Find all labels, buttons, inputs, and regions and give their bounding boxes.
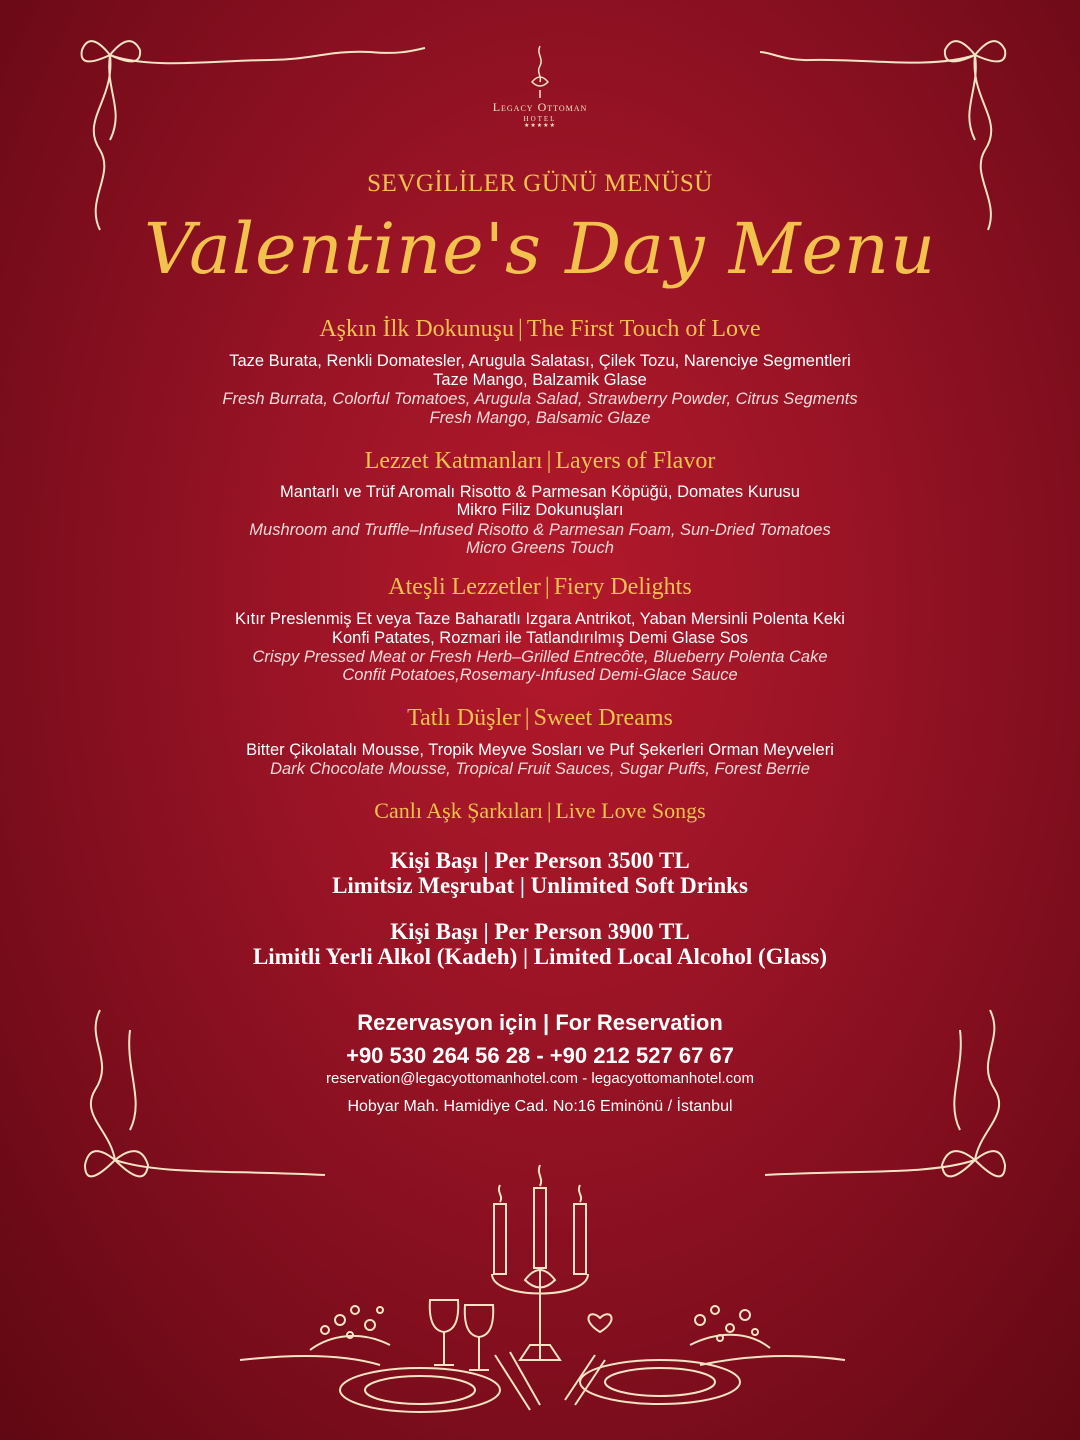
logo-name: Legacy Ottoman — [492, 100, 588, 114]
candelabra-icon — [492, 1165, 588, 1360]
logo-stars: ★★★★★ — [524, 123, 556, 129]
dish-line-en: Micro Greens Touch — [466, 539, 614, 557]
section-title-en: Fiery Delights — [553, 574, 692, 600]
section-title: Lezzet Katmanları | Layers of Flavor — [364, 448, 716, 474]
section-title-tr: Lezzet Katmanları — [364, 448, 543, 474]
reservation-contact[interactable]: reservation@legacyottomanhotel.com - legacyottomanhotel.com — [326, 1070, 754, 1087]
live-music-tr: Canlı Aşk Şarkıları — [374, 798, 543, 823]
section-title-tr: Aşkın İlk Dokunuşu — [319, 316, 514, 342]
dish-line-en: Mushroom and Truffle–Infused Risotto & Parmesan Foam, Sun-Dried Tomatoes — [249, 521, 831, 539]
dish-line-tr: Taze Burata, Renkli Domatesler, Arugula Salatası, Çilek Tozu, Narenciye Segmentleri — [229, 352, 851, 370]
dish-line-tr: Kıtır Preslenmiş Et veya Taze Baharatlı Izgara Antrikot, Yaban Mersinli Polenta Keki — [235, 610, 845, 628]
dish-line-en: Fresh Mango, Balsamic Glaze — [429, 409, 651, 427]
section-title: Aşkın İlk Dokunuşu | The First Touch of Love — [319, 316, 761, 342]
live-music-en: Live Love Songs — [555, 798, 706, 823]
hotel-logo — [470, 42, 610, 132]
heart-icon — [588, 1314, 611, 1332]
reservation-title: Rezervasyon için | For Reservation — [357, 1010, 723, 1035]
section-title-tr: Ateşli Lezzetler — [388, 574, 541, 600]
dish-line-tr: Taze Mango, Balzamik Glase — [433, 371, 647, 389]
section-title-en: Sweet Dreams — [533, 705, 673, 731]
dish-line-en: Confit Potatoes,Rosemary-Infused Demi-Glace Sauce — [342, 666, 738, 684]
candlelight-dinner-icon — [230, 1160, 850, 1420]
logo-sub: HOTEL — [523, 115, 557, 123]
section-title-en: The First Touch of Love — [526, 316, 761, 342]
section-title: Ateşli Lezzetler | Fiery Delights — [388, 574, 692, 600]
menu-title-script: Valentine's Day Menu — [143, 208, 937, 290]
dish-line-tr: Konfi Patates, Rozmari ile Tatlandırılmış Demi Glase Sos — [331, 629, 749, 647]
reservation-address: Hobyar Mah. Hamidiye Cad. No:16 Eminönü / İstanbul — [347, 1098, 733, 1115]
section-title: Tatlı Düşler | Sweet Dreams — [407, 705, 673, 731]
wine-glass-icon — [430, 1300, 493, 1370]
live-music-title: Canlı Aşk Şarkıları | Live Love Songs — [374, 798, 706, 823]
price-line: Kişi Başı | Per Person 3900 TL — [390, 919, 690, 944]
dish-line-en: Fresh Burrata, Colorful Tomatoes, Arugula Salad, Strawberry Powder, Citrus Segments — [222, 390, 858, 408]
dish-line-en: Crispy Pressed Meat or Fresh Herb–Grilled Entrecôte, Blueberry Polenta Cake — [252, 648, 828, 666]
section-title-tr: Tatlı Düşler — [407, 705, 521, 731]
lamp-icon — [470, 42, 610, 100]
price-line: Kişi Başı | Per Person 3500 TL — [390, 848, 690, 873]
price-line: Limitli Yerli Alkol (Kadeh) | Limited Local Alcohol (Glass) — [252, 944, 828, 969]
dish-line-en: Dark Chocolate Mousse, Tropical Fruit Sauces, Sugar Puffs, Forest Berrie — [270, 760, 810, 778]
dish-line-tr: Mikro Filiz Dokunuşları — [456, 501, 624, 519]
dish-line-tr: Mantarlı ve Trüf Aromalı Risotto & Parmesan Köpüğü, Domates Kurusu — [280, 483, 800, 501]
menu-title-tr: SEVGİLİLER GÜNÜ MENÜSÜ — [367, 170, 713, 197]
dish-line-tr: Bitter Çikolatalı Mousse, Tropik Meyve Sosları ve Puf Şekerleri Orman Meyveleri — [246, 741, 834, 759]
reservation-phones[interactable]: +90 530 264 56 28 - +90 212 527 67 67 — [346, 1043, 734, 1068]
section-title-en: Layers of Flavor — [555, 448, 716, 474]
price-line: Limitsiz Meşrubat | Unlimited Soft Drinks — [332, 873, 748, 898]
